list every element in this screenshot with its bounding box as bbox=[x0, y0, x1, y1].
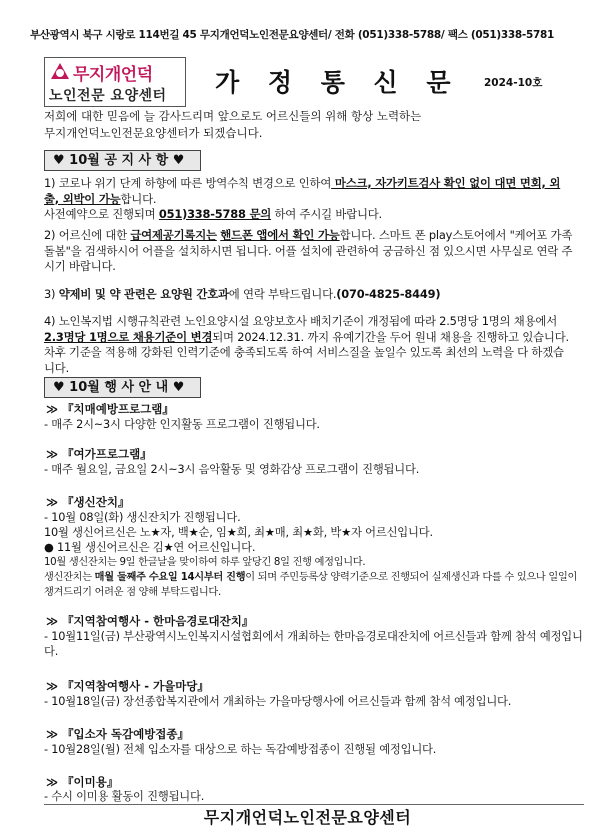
notice-3-mid: 에 연락 부탁드립니다. bbox=[228, 287, 337, 301]
logo-subtitle: 노인전문 요양센터 bbox=[49, 88, 167, 104]
birthday-line-1: - 10월 08일(화) 생신잔치가 진행됩니다. bbox=[44, 511, 241, 524]
events-heading: ♥ 10월 행 사 안 내 ♥ bbox=[44, 377, 201, 398]
birthday-line-2: 10월 생신어르신은 노★자, 백★순, 임★희, 최★매, 최★화, 박★자 어르신입니다. bbox=[44, 526, 433, 539]
notice-item-3 bbox=[44, 287, 574, 303]
intro-line-2: 무지개언덕노인전문요양센터가 되겠습니다. bbox=[44, 126, 263, 140]
header-address: 부산광역시 북구 시랑로 114번길 45 무지개언덕노인전문요양센터/ 전화 (051)338-5788/ 팩스 (051)338-5781 bbox=[30, 29, 554, 41]
logo bbox=[44, 57, 186, 107]
page-title: 가 정 통 신 문 bbox=[215, 68, 461, 97]
notice-item-4 bbox=[44, 314, 574, 376]
notice-4-highlight: 2.3명당 1명으로 채용기준이 변경 bbox=[44, 329, 213, 344]
notice-2-highlight-2: 핸드폰 앱에서 확인 가능 bbox=[220, 228, 340, 242]
event-title-haircut: ≫ 『이미용』 bbox=[46, 775, 119, 789]
event-body-leisure: - 매주 월요일, 금요일 2시~3시 음악활동 및 영화감상 프로그램이 진행됩니다. bbox=[44, 463, 420, 476]
intro-line-1: 저희에 대한 믿음에 늘 감사드리며 앞으로도 어르신들의 위해 항상 노력하는 bbox=[44, 109, 422, 123]
event-body-vaccine: - 10월28일(월) 전체 입소자를 대상으로 하는 독감예방접종이 진행될 예정입니다. bbox=[44, 743, 437, 756]
notice-1-line2-end: 하여 주시길 바랍니다. bbox=[271, 207, 382, 221]
birthday-note: 생신잔치는 bbox=[44, 572, 95, 583]
notice-2-end: 합니다. 스마트 폰 play스토어에서 "케어포 가족 돌봄"을 검색하시어 어플을 설치하시면 됩니다. 어플 설치에 관련하여 궁금하신 점 있으시면 사무실로 연락 주시기 바랍니다. bbox=[44, 228, 573, 273]
notice-item-2 bbox=[44, 228, 574, 275]
event-body-hanmaeum: - 10월11일(금) 부산광역시노인복지시설협회에서 개최하는 한마음경로대잔치에 어르신들과 함께 참석 예정입니다. bbox=[44, 630, 583, 658]
event-body-haircut: - 수시 이미용 활동이 진행됩니다. bbox=[44, 790, 205, 803]
notice-3-phone: (070-4825-8449) bbox=[336, 287, 441, 301]
birthday-line-3: ● 11월 생신어르신은 김★연 어르신입니다. bbox=[44, 541, 256, 554]
notice-4-end: 되며 2024.12.31. 까지 유예기간을 두어 원내 채용을 진행하고 있습니다. 차후 기준을 적용해 강화된 인력기준에 충족되도록 하여 서비스질을 높일수 있도록 최선의 노력을 다 하겠습니다. bbox=[44, 329, 569, 375]
notice-3-highlight: 약제비 및 약 관련은 요양원 간호과 bbox=[58, 287, 229, 301]
event-title-autumn: ≫ 『지역참여행사 - 가을마당』 bbox=[46, 679, 209, 693]
notice-2-highlight-1: 급여제공기록지는 bbox=[130, 228, 217, 242]
notice-1-text: 1) 코로나 위기 단계 하향에 따른 방역수칙 변경으로 인하여 bbox=[44, 176, 332, 190]
event-title-birthday: ≫ 『생신잔치』 bbox=[46, 495, 130, 509]
notice-4-text: 4) 노인복지법 시행규칙관련 노인요양시설 요양보호사 배치기준이 개정됨에 따라 2.5명당 1명의 채용에서 bbox=[44, 314, 558, 328]
event-body-autumn: - 10월18일(금) 장선종합복지관에서 개최하는 가을마당행사에 어르신들과 함께 참석 예정입니다. bbox=[44, 695, 512, 708]
notice-1-line2: 사전예약으로 진행되며 bbox=[44, 207, 159, 221]
event-title-vaccine: ≫ 『입소자 독감예방접종』 bbox=[46, 727, 190, 741]
event-title-leisure: ≫ 『여가프로그램』 bbox=[46, 447, 152, 461]
notice-2-text: 2) 어르신에 대한 bbox=[44, 228, 131, 242]
home-icon bbox=[51, 63, 69, 79]
issue-number: 2024-10호 bbox=[484, 77, 543, 89]
birthday-line-4: 10월 생신잔치는 9일 한글날을 맞이하여 하루 앞당긴 8일 진행 예정입니다. bbox=[44, 557, 366, 568]
notice-3-text: 3) bbox=[44, 287, 59, 301]
birthday-note-end: 이 되며 주민등록상 양력기준으로 진행되어 실제생신과 다를 수 있으나 일일이 챙겨드리기 어려운 점 양해 부탁드립니다. bbox=[44, 572, 578, 598]
notice-item-1 bbox=[44, 176, 574, 223]
event-title-hanmaeum: ≫ 『지역참여행사 - 한마음경로대잔치』 bbox=[46, 614, 254, 628]
birthday-note-highlight: 매월 둘째주 수요일 14시부터 진행 bbox=[94, 572, 246, 583]
footer-org-name: 무지개언덕노인전문요양센터 bbox=[203, 808, 412, 827]
logo-name: 무지개언덕 bbox=[73, 65, 153, 85]
notice-heading: ♥ 10월 공 지 사 항 ♥ bbox=[44, 150, 201, 171]
event-body-birthday bbox=[44, 510, 584, 600]
notice-1-end: 합니다. bbox=[120, 191, 157, 206]
event-title-dementia: ≫ 『치매예방프로그램』 bbox=[46, 402, 174, 416]
birthday-line-5 bbox=[44, 570, 584, 600]
notice-1-highlight: 마스크, 자가키트검사 확인 없이 대면 면회, 외출, 외박이 가능 bbox=[44, 176, 561, 206]
event-body-dementia: - 매주 2시~3시 다양한 인지활동 프로그램이 진행됩니다. bbox=[44, 418, 320, 431]
notice-1-phone: 051)338-5788 문의 bbox=[158, 207, 272, 221]
intro-text bbox=[44, 108, 584, 142]
